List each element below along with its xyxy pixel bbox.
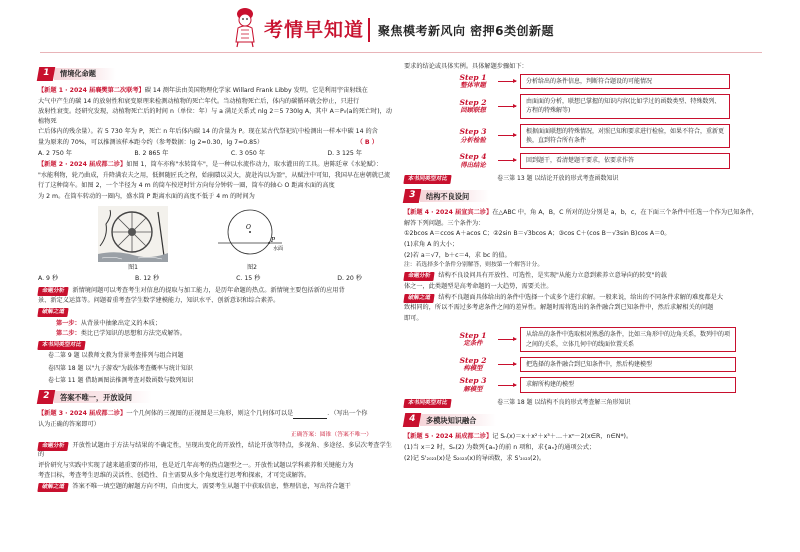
step-number: Step 4	[459, 152, 487, 162]
step-badge	[448, 74, 498, 89]
step-badge	[448, 99, 498, 114]
section-header	[38, 389, 392, 405]
left-column	[38, 62, 392, 493]
flow-chart-steps	[448, 74, 760, 169]
arrow-icon	[498, 135, 516, 136]
question-text: 行了这种筒车。如图 2，一个半径为 4 m 的筒车按逆时针方向每分钟转一圈，筒车的轴心 O 距离水面的高度	[38, 182, 335, 190]
step-box: 回到题干，看清楚题干要求，依要求作答	[520, 153, 730, 168]
extension-block	[404, 398, 760, 408]
question-text: 碳 14 测年法由美国物理化学家 Willard Frank Libby 发明，它是利用宇宙射线在	[144, 87, 368, 94]
arrow-icon	[498, 364, 516, 365]
step-label: 第一步：	[56, 319, 81, 327]
water-surface-label: 水面	[273, 245, 284, 252]
step-badge	[448, 377, 498, 392]
question-text: "水能利物，轮乃曲成，升降满农夫之用，低徊随匠氏之程，始崩隤以灵大，旋赴沟以为盈"，从赋注中可知，我国早在唐朝就已流	[38, 171, 391, 179]
answer-mark: （ B ）	[356, 139, 378, 147]
figure-caption: 图2	[247, 263, 257, 271]
point-o-label: O	[246, 223, 251, 231]
method-block	[404, 293, 760, 324]
question-text: 记 Sₙ(x)＝x＋x²＋x³＋…＋xⁿ－2(x∈R，n∈N*)。	[492, 433, 633, 441]
banner-separator	[368, 18, 370, 42]
arrow-icon	[498, 160, 516, 161]
question-tag: 【新题 5 · 2024 届成都二诊】	[404, 433, 493, 441]
question-text: 解答下列问题。三个条件为：	[404, 219, 485, 227]
circle-diagram	[216, 206, 288, 262]
option: C. 15 秒	[236, 275, 261, 282]
section-number: 2	[37, 390, 55, 404]
question-note: 注：若选择多个条件分别解答，则按第一个解答计分。	[404, 262, 544, 269]
question-text: 为 2 m。在筒车转动的一圈内，盛水筒 P 距离水面的高度不低于 4 m 的时间为	[38, 193, 255, 201]
extension-pill: 本书同类型对比	[37, 341, 85, 350]
answer-blank	[293, 413, 327, 419]
question-text: 量为原来的 70%，可以推测该样本距今约（参考数据：lg 2≈0.30，lg 7≈0.85）	[38, 139, 264, 147]
figure-2	[216, 206, 288, 272]
banner-title: 考情早知道	[264, 19, 365, 41]
waterwheel-illustration	[98, 206, 168, 262]
option: D. 3 125 年	[327, 149, 362, 157]
extension-pill: 本书同类型对比	[403, 399, 451, 408]
analysis-text: 景、新定义运算等。问题着重考查学生数学建模能力，知识水平、创新意识和综合素养。	[38, 297, 280, 305]
option: B. 12 秒	[135, 275, 160, 282]
analysis-pill: 命题分析	[37, 287, 69, 296]
step-number: Step 1	[459, 331, 487, 340]
flow-step	[448, 94, 760, 119]
step-number: Step 3	[459, 376, 487, 386]
flow-step	[448, 377, 760, 392]
step-badge	[448, 153, 498, 168]
page-banner	[0, 0, 800, 58]
analysis-pill: 命题分析	[37, 442, 69, 451]
step-text: 类比已学知识的思想和方法完成解答。	[80, 330, 186, 338]
step-box: 分析给出的条件信息，判断符合题设的可能情况	[520, 74, 730, 89]
analysis-text: 新情境问题可以考查考生对信息的提取与加工能力，是历年命题的热点。新情境主要包括新的应用背	[72, 286, 345, 294]
condition-list: ①2bcos A＝ccos A＋acos C；②2sin B＝√3bcos A；③cos C＋(cos B－√3sin B)cos A＝0。	[404, 230, 671, 238]
method-text: 结构不良题面具体给出的条件中选择一个或多个进行求解。一般来说，给出的不同条件求解的难度都是大	[438, 293, 724, 301]
analysis-block	[38, 286, 392, 306]
options-row	[38, 274, 392, 284]
analysis-text: 开放性试题由于方法与结果的不确定性，呈现出变化的开放性，结论开放等特点，多视角、多途径、多层次考查学生的	[38, 441, 392, 459]
extension-item: 卷二第 9 题 以教师文教为背景考查排列与组合问题	[48, 352, 184, 360]
section-number: 1	[37, 67, 55, 81]
question-5	[404, 432, 760, 463]
flow-step	[448, 74, 760, 89]
analysis-text: 结构不良设问具有开放性、可选性，是实现"从能力立意到素养立意导向的转变"的载	[438, 272, 667, 280]
section-title: 答案不唯一，开放设问	[54, 391, 152, 403]
step-badge	[448, 128, 498, 143]
question-text: 一个几何体的三视图的正视图是三角形，则这个几何体可以是	[126, 410, 294, 418]
question-text: 如图 1，筒车亦称"水转筒车"，是一种以水流作动力，取水灌田的工具。唐陈廷章《水轮赋》：	[126, 161, 383, 169]
question-3	[38, 409, 392, 439]
question-text: 在△ABC 中，角 A，B，C 所对的边分别是 a，b，c，在下面三个条件中任选一个作为已知条件，	[492, 209, 758, 217]
arrow-icon	[498, 385, 516, 386]
flow-step	[448, 124, 760, 149]
arrow-icon	[498, 81, 516, 82]
option: C. 3 050 年	[230, 149, 265, 157]
step-box: 由面面的分析，联想已掌握的知识内容(比如学过的函数类型、特殊数列、方程的特殊解等)	[520, 94, 730, 119]
sub-question: (1)求角 A 的大小；	[404, 241, 459, 249]
step-badge	[448, 357, 498, 372]
options-row	[38, 149, 392, 159]
extension-item: 卷三第 18 题 以结构不良的形式考查解三角形知识	[497, 398, 631, 406]
analysis-text: 体之一，此类题型是高考命题的一大趋势，需要关注。	[404, 282, 553, 290]
step-text: 从背景中抽象出定义的本质；	[80, 319, 162, 327]
question-1	[38, 86, 392, 158]
step-title: 定条件	[463, 339, 483, 348]
point-p-label: P	[271, 236, 276, 244]
method-text: 即可。	[404, 314, 423, 322]
step-box: 把选择的条件融合到已知条件中，然后构建模型	[520, 357, 736, 372]
mascot-icon	[232, 6, 258, 48]
step-title: 得出结论	[460, 160, 486, 169]
figure-row	[98, 206, 392, 272]
step-box: 从给出的条件中选取相对熟悉的条件，比如三角形中的边角关系，数列中的项之间的关系，立体几何中的线面位置关系	[520, 327, 736, 352]
option: D. 20 秒	[337, 275, 362, 282]
step-box: 根据面面联想的特殊情况，对照已知和要求进行检验，如果不符合，重新更换，直到符合所有条件	[520, 124, 730, 149]
arrow-icon	[498, 339, 516, 340]
intro-text: 要求的结论或具体实例。具体解题步骤如下：	[404, 63, 528, 70]
section-title: 多模块知识融合	[420, 414, 496, 426]
question-text: 大气中产生的碳 14 的放射性和衰变原理来检测动植物的死亡年代。当动植物死亡后，体内的碳循环就会停止，只进行	[38, 97, 360, 105]
step-number: Step 2	[459, 356, 487, 365]
arrow-icon	[498, 106, 516, 107]
analysis-text: 考查目标，考查考生思维的灵活性、创造性、自主需要从多个角度进行思考和探索，才可完成解答。	[38, 472, 311, 480]
section-header	[404, 188, 760, 204]
section-title: 结构不良设问	[420, 190, 489, 202]
section-number: 4	[403, 413, 421, 427]
question-4	[404, 208, 760, 270]
flow-chart-steps	[448, 327, 760, 392]
flow-step	[448, 153, 760, 168]
question-text: 放射性衰变。经研究发现，动植物死亡后的时间 n（单位：年）与 a 满足关系式 nlg 2＝5 730lg A，其中 A＝P₀(a的死亡时)，动植物死	[38, 108, 392, 125]
section-number: 3	[403, 189, 421, 203]
step-badge	[448, 332, 498, 347]
method-block	[38, 308, 392, 339]
question-tag: 【新题 2 · 2024 届成都二诊】	[38, 161, 127, 169]
extension-item: 卷四第 18 题 以"九子游戏"为载体考查概率与统计知识	[48, 364, 193, 372]
banner-subtitle: 聚焦模考新风向 密押6类创新题	[378, 24, 555, 38]
question-tag: 【新题 3 · 2024 届成都二诊】	[38, 410, 127, 418]
method-text: 答案不唯一填空题的解题方向不明，自由度大，需要考生从题干中获取信息，整理信息，写出符合题干	[72, 482, 351, 490]
step-number: Step 2	[459, 97, 487, 107]
analysis-text: 评价研究与实践中实现了越来越重要的作用，也是近几年高考的热点题型之一。开放性试题以学科素养和关键能力为	[38, 461, 354, 469]
right-column	[404, 62, 760, 464]
step-title: 整体审题	[460, 80, 486, 89]
option: A. 2 750 年	[38, 149, 72, 157]
sub-question: (1)当 x＝2 时，Sₙ(2) 为数列{aₙ}的前 n 项和，求{aₙ}的通项公式；	[404, 444, 596, 452]
section-title: 情境化命题	[54, 68, 116, 80]
sub-question: (2)记 S'₂₀₂₃(x)是 S₂₀₂₃(x)的导函数，求 S'₂₀₂₃(2)。	[404, 454, 546, 462]
sub-question: (2)若 a＝√7，b＋c＝4，求 bc 的值。	[404, 251, 511, 259]
answer-note: 正确答案：圆锥（答案不唯一）	[290, 431, 372, 438]
step-number: Step 3	[459, 127, 487, 137]
step-title: 解模型	[463, 384, 483, 393]
figure-caption: 图1	[128, 263, 138, 271]
step-title: 分析检验	[460, 135, 486, 144]
extension-item: 卷三第 13 题 以结论开放的形式考查函数知识	[497, 174, 619, 182]
flow-step	[448, 327, 760, 352]
step-title: 构模型	[463, 364, 483, 373]
banner-divider	[40, 52, 762, 53]
extension-item: 卷七第 11 题 借助画图法推测考查对数函数与数列知识	[48, 377, 194, 384]
analysis-pill: 命题分析	[403, 272, 435, 281]
extension-pill: 本书同类型对比	[403, 175, 451, 184]
option: A. 9 秒	[38, 275, 59, 282]
flow-step	[448, 357, 760, 372]
analysis-block	[38, 441, 392, 481]
method-pill: 破解之道	[403, 294, 435, 303]
extension-block	[38, 341, 392, 386]
question-tag: 【新题 4 · 2024 届宣宾二诊】	[404, 209, 493, 217]
question-tag: 【新题 1 · 2024 届襄樊第二次联考】	[38, 87, 145, 94]
step-title: 回顾联想	[460, 105, 486, 114]
step-box: 求解所构建的模型	[520, 377, 736, 392]
question-text: ．（写出一个你	[327, 410, 368, 418]
analysis-block	[404, 271, 760, 291]
option: B. 2 865 年	[134, 149, 169, 157]
method-text: 致相同的，所以不需过多考虑条件之间的差异性。解题时需将选出的条件融合到已知条件中，然后求解相关的问题	[404, 304, 714, 312]
section-header	[38, 66, 392, 82]
method-pill: 破解之道	[37, 483, 69, 492]
step-label: 第二步：	[56, 330, 81, 338]
question-text: 亡后体内的残余量）。若 5 730 年为 P，死亡 n 年后体内碳 14 的含量为 P。现在某古代祭祀坑中检测出一样本中碳 14 的含	[38, 128, 378, 136]
section-header	[404, 412, 760, 428]
extension-block	[404, 174, 760, 184]
step-number: Step 1	[459, 72, 487, 82]
question-2	[38, 160, 392, 283]
question-text: 认为正确的答案即可）	[38, 420, 100, 428]
method-block	[38, 482, 392, 492]
method-pill: 破解之道	[37, 308, 69, 317]
figure-1	[98, 206, 168, 272]
